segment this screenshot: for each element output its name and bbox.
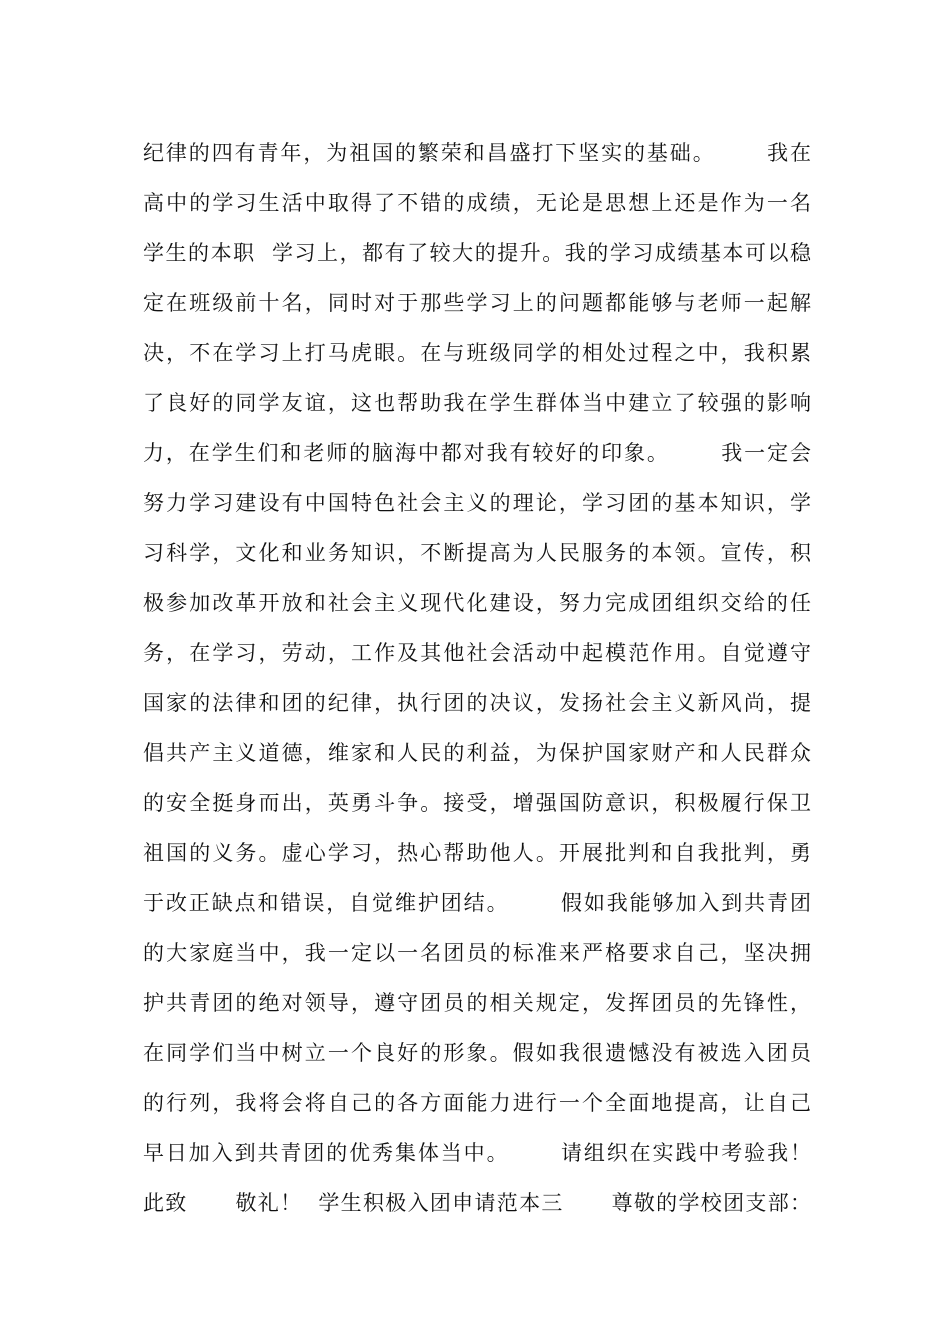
text-line-9: 习科学，文化和业务知识，不断提高为人民服务的本领。宣传，积 bbox=[143, 541, 811, 565]
body-text bbox=[143, 128, 811, 1228]
text-line-19: 在同学们当中树立一个良好的形象。假如我很遗憾没有被选入团员 bbox=[143, 1041, 811, 1065]
text-line-13: 倡共产主义道德，维家和人民的利益，为保护国家财产和人民群众 bbox=[143, 741, 811, 765]
text-line-1: 纪律的四有青年，为祖国的繁荣和昌盛打下坚实的基础。 我在 bbox=[143, 141, 811, 165]
text-line-16: 于改正缺点和错误，自觉维护团结。 假如我能够加入到共青团 bbox=[143, 891, 811, 915]
text-line-22: 此致 敬礼！ 学生积极入团申请范本三 尊敬的学校团支部： bbox=[143, 1191, 811, 1215]
text-line-17: 的大家庭当中，我一定以一名团员的标准来严格要求自己，坚决拥 bbox=[143, 941, 811, 965]
text-line-15: 祖国的义务。虚心学习，热心帮助他人。开展批判和自我批判，勇 bbox=[143, 841, 811, 865]
text-line-6: 了良好的同学友谊，这也帮助我在学生群体当中建立了较强的影响 bbox=[143, 391, 811, 415]
text-line-18: 护共青团的绝对领导，遵守团员的相关规定，发挥团员的先锋性， bbox=[143, 991, 811, 1015]
text-line-12: 国家的法律和团的纪律，执行团的决议，发扬社会主义新风尚，提 bbox=[143, 691, 811, 715]
text-line-21: 早日加入到共青团的优秀集体当中。 请组织在实践中考验我！ bbox=[143, 1141, 811, 1165]
text-line-11: 务，在学习，劳动，工作及其他社会活动中起模范作用。自觉遵守 bbox=[143, 641, 811, 665]
text-line-10: 极参加改革开放和社会主义现代化建设，努力完成团组织交给的任 bbox=[143, 591, 811, 615]
text-line-5: 决，不在学习上打马虎眼。在与班级同学的相处过程之中，我积累 bbox=[143, 341, 811, 365]
text-line-20: 的行列，我将会将自己的各方面能力进行一个全面地提高，让自己 bbox=[143, 1091, 811, 1115]
text-line-2: 高中的学习生活中取得了不错的成绩，无论是思想上还是作为一名 bbox=[143, 191, 811, 215]
text-line-3: 学生的本职 学习上，都有了较大的提升。我的学习成绩基本可以稳 bbox=[143, 241, 811, 265]
text-line-4: 定在班级前十名，同时对于那些学习上的问题都能够与老师一起解 bbox=[143, 291, 811, 315]
text-line-14: 的安全挺身而出，英勇斗争。接受，增强国防意识，积极履行保卫 bbox=[143, 791, 811, 815]
text-line-8: 努力学习建设有中国特色社会主义的理论，学习团的基本知识，学 bbox=[143, 491, 811, 515]
text-line-7: 力，在学生们和老师的脑海中都对我有较好的印象。 我一定会 bbox=[143, 441, 811, 465]
